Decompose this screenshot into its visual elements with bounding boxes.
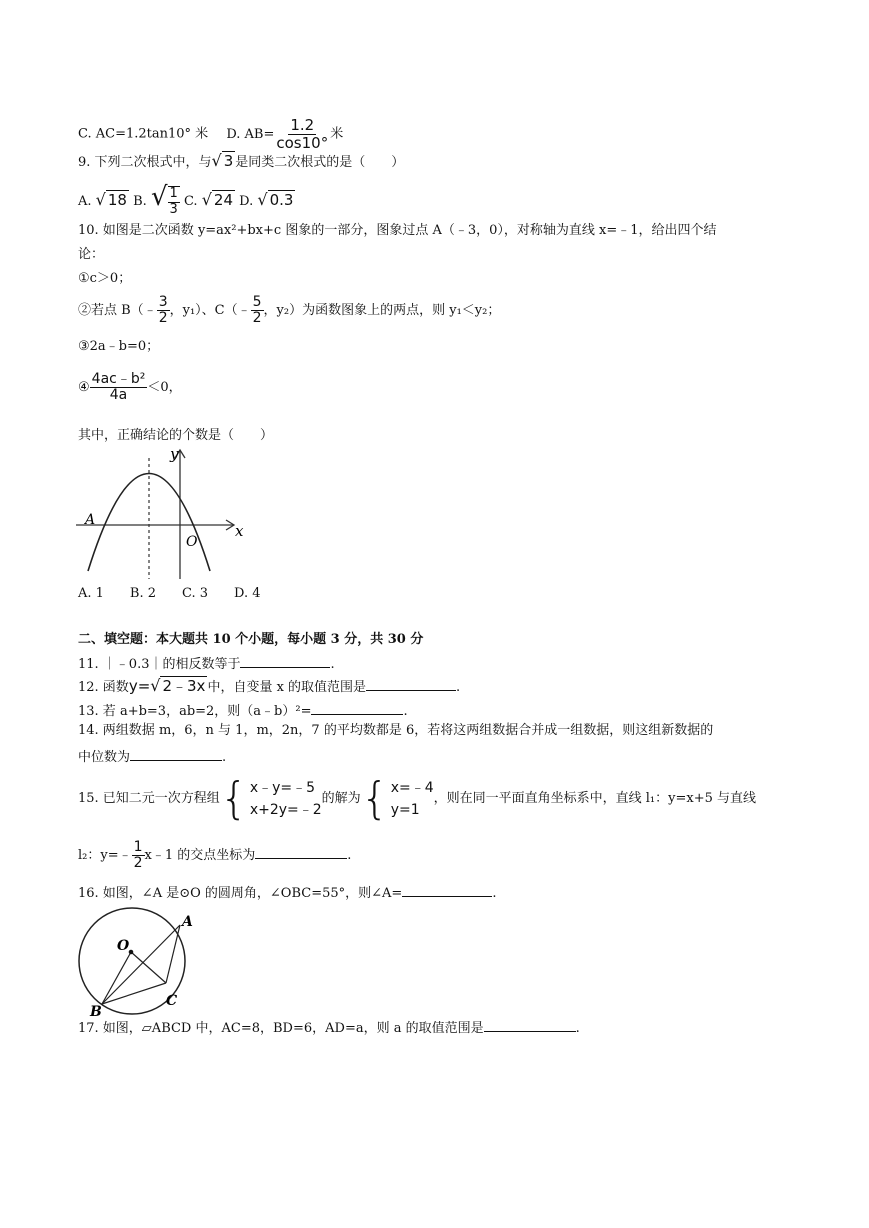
q9-stem xyxy=(78,152,404,172)
radical-sign: √ xyxy=(150,182,168,212)
q14-answer-blank[interactable] xyxy=(130,746,222,761)
q15-solution-1: x=﹣4 xyxy=(390,779,434,796)
q15-equation-1: x﹣y=﹣5 xyxy=(249,779,316,796)
q12-formula: y= xyxy=(128,677,151,695)
q10-statement-3: ③2a﹣b=0； xyxy=(78,339,160,354)
period: . xyxy=(330,657,335,672)
q9-option-d-radicand: 0.3 xyxy=(269,191,294,209)
y-axis-label: y xyxy=(170,446,179,463)
q10-ask: 其中，正确结论的个数是（ ） xyxy=(78,428,274,443)
q13 xyxy=(78,700,408,721)
q12 xyxy=(78,676,460,697)
radical-sign: √ xyxy=(150,676,161,695)
q8-d-numerator: 1.2 xyxy=(290,116,315,134)
q14-line2 xyxy=(78,746,226,767)
q11-answer-blank[interactable] xyxy=(240,653,330,668)
q10-s2-frac1 xyxy=(157,295,170,327)
q15-solution-system xyxy=(360,772,434,824)
q13-text: 13. 若 a+b=3，ab=2，则（a﹣b）²= xyxy=(78,704,312,719)
center-dot xyxy=(129,950,134,955)
q10-stem-cont: 论： xyxy=(78,247,105,262)
x-axis-label: x xyxy=(235,522,244,540)
q9-stem-radicand: 3 xyxy=(223,152,234,170)
radical-sign: √ xyxy=(211,151,222,170)
q14-text-b: 中位数为 xyxy=(78,750,131,765)
q17 xyxy=(78,1017,580,1038)
q10-s2-den2: 2 xyxy=(252,310,262,326)
q10-s2-frac2 xyxy=(251,295,264,327)
q15-text-d: l₂：y=﹣ xyxy=(78,848,132,863)
q9-stem-a: 9. 下列二次根式中，与 xyxy=(78,155,212,170)
q15-equation-system xyxy=(219,772,322,824)
section-2-heading: 二、填空题：本大题共 10 个小题，每小题 3 分，共 30 分 xyxy=(78,632,424,647)
q16-text: 16. 如图，∠A 是⊙O 的圆周角，∠OBC=55°，则∠A= xyxy=(78,886,403,901)
q16-circle-figure xyxy=(74,904,199,1019)
q8-option-c: C. AC=1.2tan10° 米 xyxy=(78,126,209,142)
q10-statement-2 xyxy=(78,294,500,328)
point-a-label: A xyxy=(85,512,96,528)
q9-option-b-label: B. xyxy=(133,194,147,209)
period: . xyxy=(347,848,352,863)
q17-text: 17. 如图，▱ABCD 中，AC=8，BD=6，AD=a，则 a 的取值范围是 xyxy=(78,1021,484,1036)
q15-fraction xyxy=(132,840,145,872)
q10-s4-fraction xyxy=(90,372,148,404)
q15-line2 xyxy=(78,838,351,874)
label-o: O xyxy=(117,938,130,954)
q15-text-c: ，则在同一平面直角坐标系中，直线 l₁：y=x+5 与直线 xyxy=(433,791,756,806)
q10-s4-denominator: 4a xyxy=(109,387,128,403)
q10-s2-num1: 3 xyxy=(158,293,168,310)
q14-line1: 14. 两组数据 m，6，n 与 1，m，2n，7 的平均数都是 6，若将这两组数据合并成一组数据，则这组新数据的 xyxy=(78,723,714,738)
label-c: C xyxy=(166,993,178,1009)
segment-ca xyxy=(166,925,180,983)
q8-option-d-suffix: 米 xyxy=(330,126,344,142)
q12-text-a: 12. 函数 xyxy=(78,680,129,695)
period: . xyxy=(403,704,408,719)
q9-options xyxy=(78,184,295,217)
q12-radicand: 2﹣3x xyxy=(162,677,206,695)
radical-sign: √ xyxy=(257,190,268,209)
q9-option-a-label: A. xyxy=(78,194,92,209)
radical-sign: √ xyxy=(201,190,212,209)
q10-s2-den1: 2 xyxy=(158,310,168,326)
q15-solution-2: y=1 xyxy=(390,801,420,818)
q8-d-denominator: cos10° xyxy=(276,133,329,152)
q17-answer-blank[interactable] xyxy=(484,1017,576,1032)
q8-option-d-fraction xyxy=(274,117,330,151)
radical-sign: √ xyxy=(95,190,106,209)
q10-s2-a: ②若点 B（﹣ xyxy=(78,303,157,318)
q15-numerator: 1 xyxy=(133,838,143,855)
period: . xyxy=(222,750,227,765)
q9-option-b-fraction xyxy=(168,186,180,217)
period: . xyxy=(456,680,461,695)
q11-text: 11. ｜﹣0.3｜的相反数等于 xyxy=(78,657,241,672)
label-b: B xyxy=(90,1004,102,1019)
q8-option-d-prefix: D. AB= xyxy=(226,126,275,142)
q15-equation-2: x+2y=﹣2 xyxy=(249,801,322,818)
q10-statement-1: ①c＞0； xyxy=(78,271,132,286)
period: . xyxy=(575,1021,580,1036)
q10-s4-a: ④ xyxy=(78,380,90,395)
left-brace: { xyxy=(219,772,248,824)
q10-parabola-figure xyxy=(74,446,249,581)
q9-option-a-radicand: 18 xyxy=(107,191,127,209)
q13-answer-blank[interactable] xyxy=(311,700,403,715)
label-a: A xyxy=(182,914,193,930)
q15-text-a: 15. 已知二元一次方程组 xyxy=(78,791,220,806)
left-brace: { xyxy=(360,772,389,824)
q9-stem-b: 是同类二次根式的是（ ） xyxy=(235,155,405,170)
q12-text-b: 中，自变量 x 的取值范围是 xyxy=(207,680,367,695)
q10-s2-num2: 5 xyxy=(252,293,262,310)
origin-label: O xyxy=(186,534,198,550)
q12-answer-blank[interactable] xyxy=(366,676,456,691)
q9-b-denominator: 3 xyxy=(169,201,178,217)
q9-option-d-label: D. xyxy=(239,194,254,209)
q9-b-numerator: 1 xyxy=(169,186,178,202)
q15-text-b: 的解为 xyxy=(321,791,361,806)
q10-options: A. 1 B. 2 C. 3 D. 4 xyxy=(78,586,261,601)
period: . xyxy=(492,886,497,901)
q15-answer-blank[interactable] xyxy=(255,844,347,859)
q11 xyxy=(78,653,335,674)
q10-s4-b: ＜0， xyxy=(147,380,182,395)
q9-option-c-radicand: 24 xyxy=(213,191,233,209)
q10-stem: 10. 如图是二次函数 y=ax²+bx+c 图象的一部分，图象过点 A（﹣3，0），对称轴为直线 x=﹣1，给出四个结 xyxy=(78,223,717,238)
q10-s2-b: ，y₁）、C（﹣ xyxy=(169,303,251,318)
q10-statement-4 xyxy=(78,368,182,408)
q15-line1 xyxy=(78,774,756,824)
q15-denominator: 2 xyxy=(133,855,143,871)
q16-answer-blank[interactable] xyxy=(402,882,492,897)
q15-text-e: x﹣1 的交点坐标为 xyxy=(144,848,256,863)
q10-s4-numerator: 4ac﹣b² xyxy=(91,370,146,387)
q10-s2-c: ，y₂）为函数图象上的两点，则 y₁＜y₂； xyxy=(263,303,501,318)
q16 xyxy=(78,882,496,903)
q8-options xyxy=(78,117,343,151)
q9-option-c-label: C. xyxy=(183,194,198,209)
